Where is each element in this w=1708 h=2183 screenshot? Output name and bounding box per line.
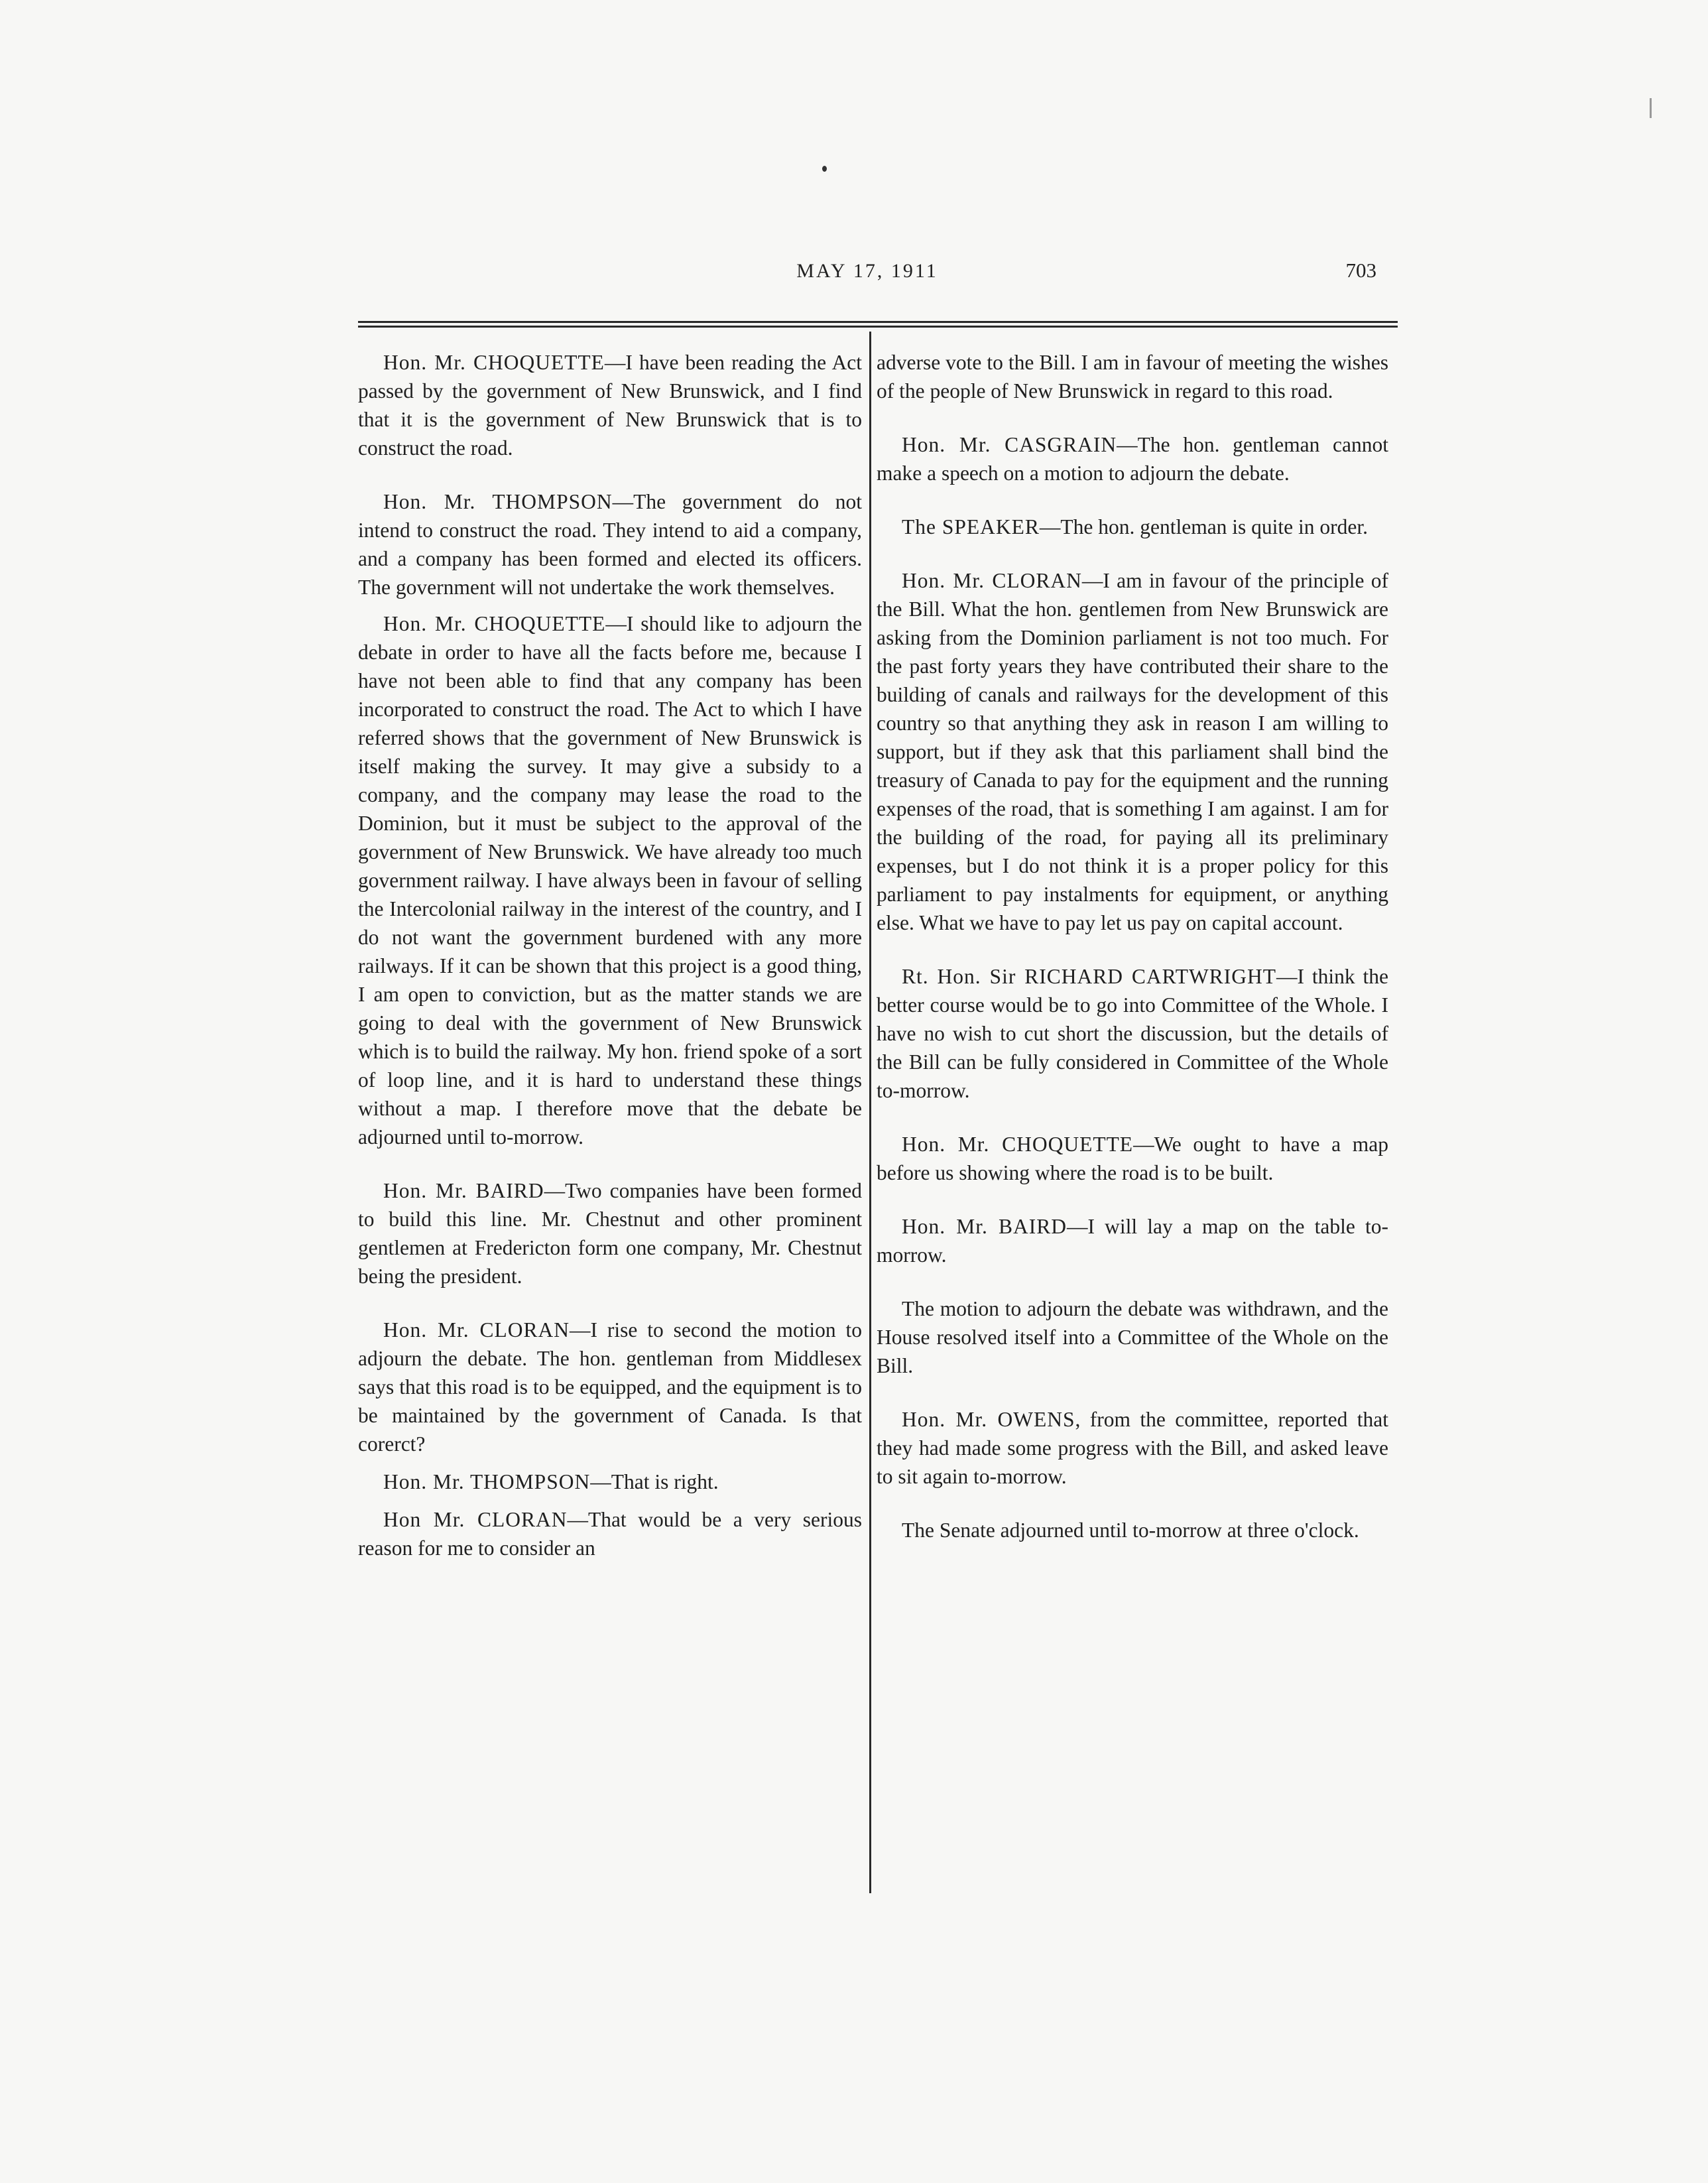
speech-paragraph-continued: [877, 348, 1388, 405]
speech-paragraph: [877, 566, 1388, 937]
speech-text: adverse vote to the Bill. I am in favour of meeting the wishes of the people of New Brunswick in regard to this road.: [877, 351, 1388, 403]
speech-text: The Senate adjourned until to-morrow at three o'clock.: [902, 1519, 1359, 1542]
speaker-name: The SPEAKER: [902, 515, 1040, 538]
speaker-name: Hon. Mr. BAIRD: [383, 1179, 544, 1202]
speaker-name: Hon. Mr. CHOQUETTE: [902, 1133, 1134, 1156]
speech-text: —That is right.: [590, 1470, 719, 1493]
speaker-name: Hon. Mr. CASGRAIN: [902, 433, 1117, 456]
header-date: MAY 17, 1911: [796, 260, 938, 282]
speaker-name: Hon. Mr. CLORAN: [383, 1318, 570, 1341]
column-divider: [869, 332, 871, 1893]
procedural-note: [877, 1294, 1388, 1380]
speaker-name: Hon. Mr. CHOQUETTE: [383, 612, 606, 635]
speech-text: —The government do not intend to construct the road. They intend to aid a company, and a company has been formed and elected its officers. The government will not undertake the work themselves.: [358, 490, 862, 599]
speaker-name: Hon. Mr. OWENS: [902, 1408, 1075, 1431]
speech-text: —I should like to adjourn the debate in order to have all the facts before me, because I have not been able to find that any company has been incorporated to construct the road. The Act to which I have referred shows that the government of New Brunswick is itself making the survey. It may give a subsidy to a company, and the company may lease the road to the Dominion, but it must be subject to the approval of the government of New Brunswick. We have already too much government railway. I have always been in favour of selling the Intercolonial railway in the interest of the country, and I do not want the government burdened with any more railways. If it can be shown that this project is a good thing, I am open to conviction, but as the matter stands we are going to deal with the government of New Brunswick which is to build the railway. My hon. friend spoke of a sort of loop line, and it is hard to understand these things without a map. I therefore move that the debate be adjourned until to-morrow.: [358, 612, 862, 1149]
speech-paragraph: [358, 487, 862, 601]
speech-text: —That would be a very serious reason for me to consider an: [358, 1508, 862, 1560]
speech-text: —I rise to second the motion to adjourn the debate. The hon. gentleman from Middlesex says that this road is to be equipped, and the equipment is to be maintained by the government of Canada. Is that corerct?: [358, 1318, 862, 1456]
ink-speck: [822, 166, 827, 172]
left-column: [358, 348, 862, 1588]
page-number: 703: [1345, 259, 1376, 282]
speech-paragraph: [358, 1176, 862, 1290]
speech-text: —I think the better course would be to go into Committee of the Whole. I have no wish to cut short the discussion, but the details of the Bill can be fully considered in Committee of the Whole to-morrow.: [877, 965, 1388, 1102]
speaker-name: Hon Mr. CLORAN: [383, 1508, 568, 1531]
speech-paragraph: [358, 609, 862, 1151]
scan-edge-mark: [1650, 98, 1652, 118]
right-column: [877, 348, 1388, 1570]
header-rule: [358, 321, 1398, 328]
speech-text: —I will lay a map on the table to-morrow.: [877, 1215, 1389, 1267]
speech-text: —We ought to have a map before us showing where the road is to be built.: [877, 1133, 1388, 1184]
speech-paragraph: [877, 962, 1388, 1105]
speech-text: —Two companies have been formed to build this line. Mr. Chestnut and other prominent gentlemen at Fredericton form one company, Mr. Chestnut being the president.: [358, 1179, 863, 1288]
adjournment-note: [877, 1516, 1388, 1544]
speech-paragraph: [358, 1505, 862, 1562]
speech-text: —The hon. gentleman cannot make a speech on a motion to adjourn the debate.: [877, 433, 1389, 485]
speech-text: —The hon. gentleman is quite in order.: [1039, 515, 1369, 538]
speech-text: —I have been reading the Act passed by the government of New Brunswick, and I find that it is the government of New Brunswick that is to construct the road.: [358, 351, 862, 460]
speaker-name: Hon. Mr. CLORAN: [902, 569, 1082, 592]
speech-text: , from the committee, reported that they had made some progress with the Bill, and asked leave to sit again to-morrow.: [877, 1408, 1388, 1488]
speech-paragraph: [358, 1316, 862, 1458]
page-header: [358, 260, 1376, 300]
speech-paragraph: [877, 430, 1388, 487]
speech-paragraph: [877, 1212, 1388, 1269]
speech-paragraph: [877, 513, 1388, 541]
speaker-name: Hon. Mr. CHOQUETTE: [383, 351, 605, 374]
speaker-name: Hon. Mr. THOMPSON: [383, 490, 613, 513]
speaker-name: Hon. Mr. THOMPSON: [383, 1470, 591, 1493]
speech-text: The motion to adjourn the debate was withdrawn, and the House resolved itself into a Committee of the Whole on the Bill.: [877, 1297, 1388, 1377]
speech-paragraph: [877, 1405, 1388, 1491]
speech-paragraph: [358, 1467, 862, 1496]
speech-text: —I am in favour of the principle of the Bill. What the hon. gentlemen from New Brunswick are asking from the Dominion parliament is not too much. For the past forty years they have contributed their share to the building of canals and railways for the development of this country so that anything they ask in reason I am willing to support, but if they ask that this parliament shall bind the treasury of Canada to pay for the equipment and the running expenses of the road, that is something I am against. I am for the building of the road, for paying all its preliminary expenses, but I do not think it is a proper policy for this parliament to pay instalments for equipment, or anything else. What we have to pay let us pay on capital account.: [877, 569, 1389, 934]
speech-paragraph: [877, 1130, 1388, 1187]
speech-paragraph: [358, 348, 862, 462]
speaker-name: Rt. Hon. Sir RICHARD CARTWRIGHT: [902, 965, 1276, 988]
speaker-name: Hon. Mr. BAIRD: [902, 1215, 1068, 1238]
